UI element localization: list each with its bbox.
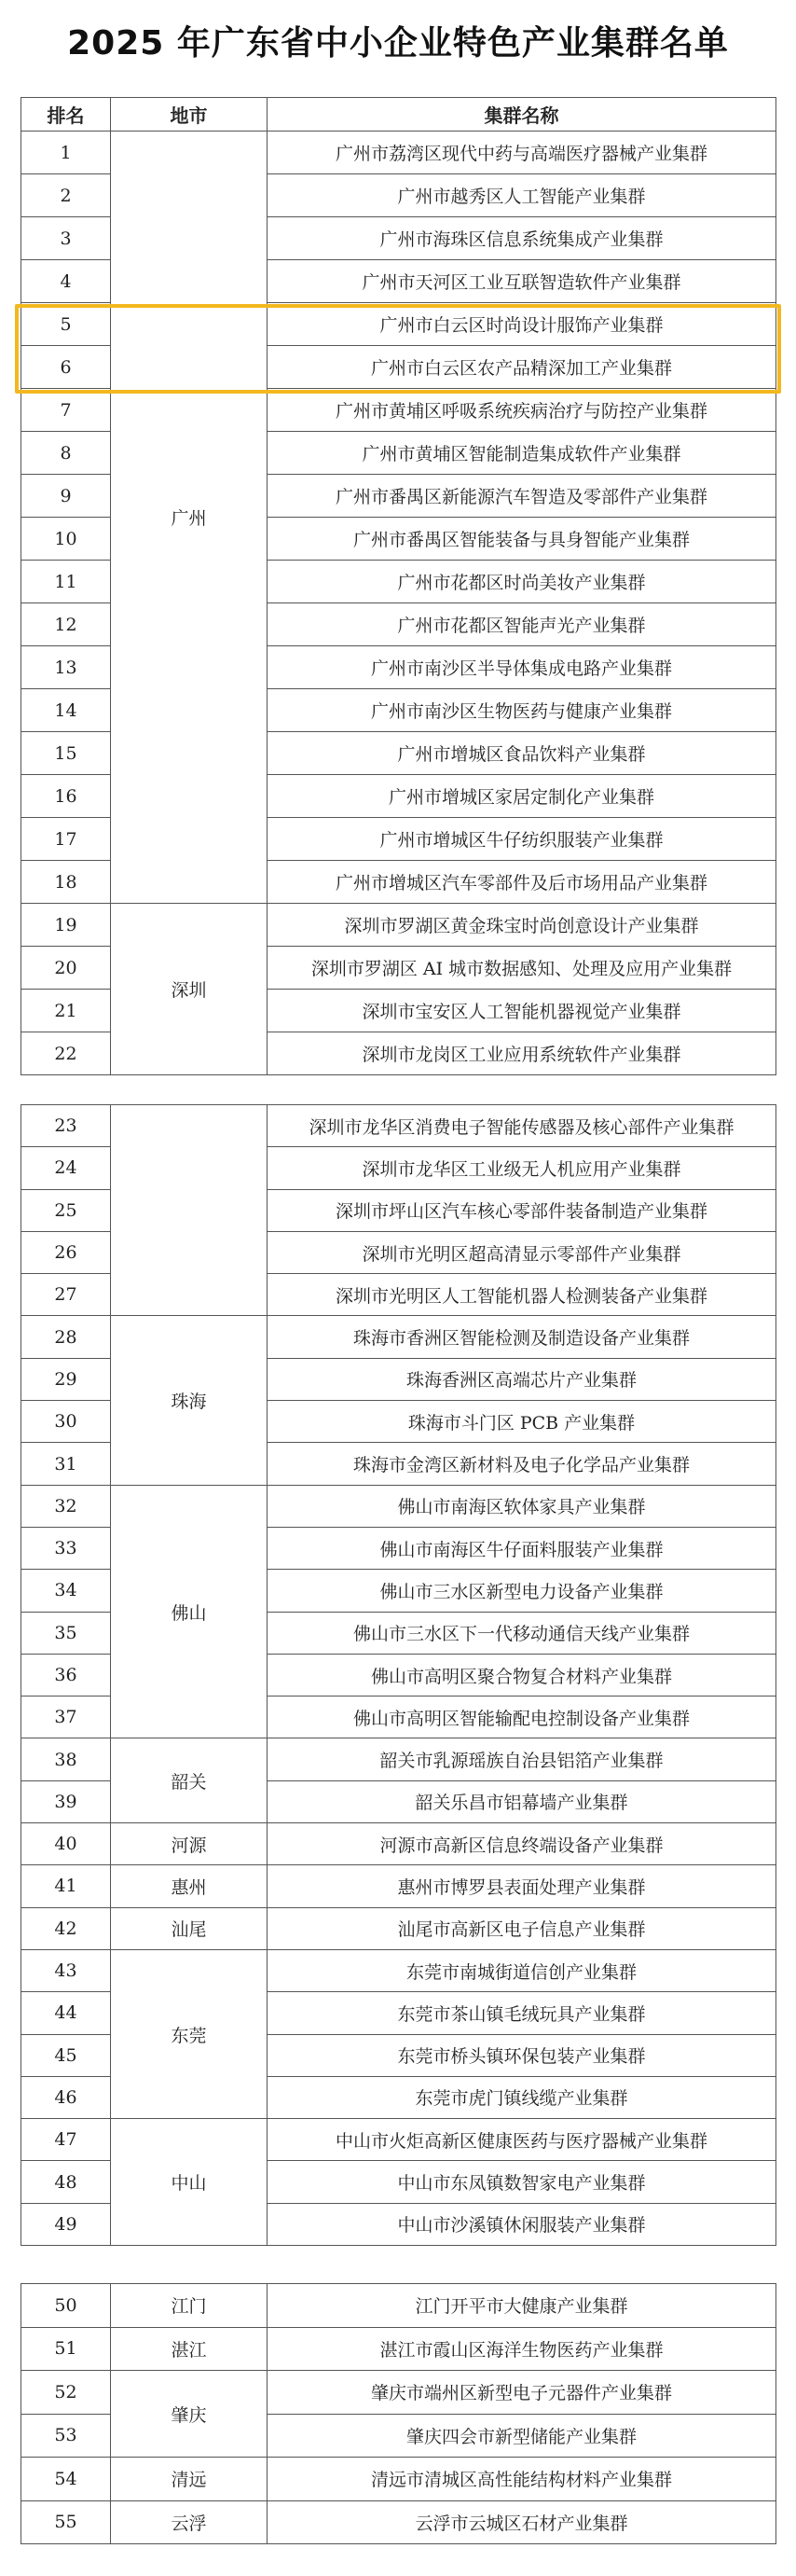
rank-cell: 12: [21, 603, 111, 646]
cluster-name-cell: 深圳市罗湖区黄金珠宝时尚创意设计产业集群: [268, 904, 776, 947]
rank-cell: 36: [21, 1654, 111, 1696]
city-cell: 佛山: [111, 1485, 268, 1738]
rank-cell: 17: [21, 818, 111, 861]
rank-cell: 6: [21, 346, 111, 389]
cluster-name-cell: 韶关市乳源瑶族自治县铝箔产业集群: [268, 1738, 776, 1780]
cluster-name-cell: 广州市白云区农产品精深加工产业集群: [268, 346, 776, 389]
rank-cell: 29: [21, 1358, 111, 1400]
rank-cell: 14: [21, 689, 111, 732]
cluster-name-cell: 佛山市三水区下一代移动通信天线产业集群: [268, 1612, 776, 1654]
cluster-name-cell: 惠州市博罗县表面处理产业集群: [268, 1865, 776, 1907]
cluster-name-cell: 深圳市龙华区工业级无人机应用产业集群: [268, 1147, 776, 1189]
rank-cell: 31: [21, 1443, 111, 1485]
cluster-name-cell: 广州市南沙区生物医药与健康产业集群: [268, 689, 776, 732]
city-cell: 东莞: [111, 1949, 268, 2118]
rank-cell: 20: [21, 947, 111, 990]
cluster-name-cell: 广州市白云区时尚设计服饰产业集群: [268, 303, 776, 346]
rank-cell: 19: [21, 904, 111, 947]
table-row: [21, 1485, 776, 1527]
highlight-box: [15, 304, 781, 394]
rank-cell: 33: [21, 1527, 111, 1569]
rank-cell: 8: [21, 432, 111, 475]
rank-cell: 47: [21, 2119, 111, 2161]
city-cell: 江门: [111, 2284, 268, 2328]
table-row: [21, 1823, 776, 1865]
rank-cell: 5: [21, 303, 111, 346]
cluster-name-cell: 广州市花都区时尚美妆产业集群: [268, 561, 776, 603]
cluster-name-cell: 云浮市云城区石材产业集群: [268, 2500, 776, 2544]
cluster-name-cell: 中山市火炬高新区健康医药与医疗器械产业集群: [268, 2119, 776, 2161]
rank-cell: 1: [21, 132, 111, 174]
rank-cell: 51: [21, 2327, 111, 2371]
rank-cell: 3: [21, 217, 111, 260]
rank-cell: 44: [21, 1992, 111, 2034]
rank-cell: 26: [21, 1231, 111, 1273]
cluster-name-cell: 广州市增城区食品饮料产业集群: [268, 732, 776, 775]
cluster-name-cell: 佛山市高明区聚合物复合材料产业集群: [268, 1654, 776, 1696]
city-cell: 广州: [111, 132, 268, 904]
rank-cell: 53: [21, 2414, 111, 2458]
rank-cell: 34: [21, 1570, 111, 1612]
rank-cell: 4: [21, 260, 111, 303]
page-title: 2025 年广东省中小企业特色产业集群名单: [67, 24, 729, 62]
table-header-row: [21, 98, 776, 132]
table-row: [21, 1949, 776, 1991]
city-cell: 惠州: [111, 1865, 268, 1907]
rank-cell: 24: [21, 1147, 111, 1189]
cluster-name-cell: 广州市荔湾区现代中药与高端医疗器械产业集群: [268, 132, 776, 174]
rank-cell: 23: [21, 1105, 111, 1147]
rank-cell: 35: [21, 1612, 111, 1654]
cluster-name-cell: 珠海市香洲区智能检测及制造设备产业集群: [268, 1316, 776, 1358]
table-row: [21, 2500, 776, 2544]
rank-cell: 27: [21, 1274, 111, 1316]
city-cell: 中山: [111, 2119, 268, 2246]
table-row: [21, 904, 776, 947]
rank-cell: 7: [21, 389, 111, 432]
cluster-table-part-2: [21, 1104, 776, 2246]
cluster-name-cell: 深圳市坪山区汽车核心零部件装备制造产业集群: [268, 1189, 776, 1231]
rank-cell: 48: [21, 2161, 111, 2203]
cluster-name-cell: 清远市清城区高性能结构材料产业集群: [268, 2458, 776, 2501]
cluster-name-cell: 广州市越秀区人工智能产业集群: [268, 174, 776, 217]
cluster-name-cell: 佛山市高明区智能输配电控制设备产业集群: [268, 1697, 776, 1738]
cluster-table-part-1: [21, 97, 776, 1075]
cluster-name-cell: 珠海香洲区高端芯片产业集群: [268, 1358, 776, 1400]
cluster-name-cell: 肇庆市端州区新型电子元器件产业集群: [268, 2371, 776, 2415]
city-cell: [111, 1105, 268, 1316]
city-cell: 河源: [111, 1823, 268, 1865]
cluster-name-cell: 深圳市光明区人工智能机器人检测装备产业集群: [268, 1274, 776, 1316]
table-row: [21, 2327, 776, 2371]
cluster-name-cell: 深圳市宝安区人工智能机器视觉产业集群: [268, 990, 776, 1032]
cluster-name-cell: 广州市南沙区半导体集成电路产业集群: [268, 646, 776, 689]
city-cell: 肇庆: [111, 2371, 268, 2458]
cluster-name-cell: 韶关乐昌市铝幕墙产业集群: [268, 1780, 776, 1822]
rank-cell: 41: [21, 1865, 111, 1907]
table-row: [21, 1865, 776, 1907]
cluster-table-part-3: [21, 2283, 776, 2544]
cluster-name-cell: 佛山市南海区牛仔面料服装产业集群: [268, 1527, 776, 1569]
cluster-name-cell: 广州市增城区牛仔纺织服装产业集群: [268, 818, 776, 861]
rank-cell: 28: [21, 1316, 111, 1358]
table-row: [21, 1738, 776, 1780]
rank-cell: 46: [21, 2076, 111, 2118]
city-cell: 珠海: [111, 1316, 268, 1485]
rank-cell: 30: [21, 1401, 111, 1443]
rank-cell: 40: [21, 1823, 111, 1865]
cluster-name-cell: 深圳市光明区超高清显示零部件产业集群: [268, 1231, 776, 1273]
cluster-name-cell: 江门开平市大健康产业集群: [268, 2284, 776, 2328]
table-row: [21, 1316, 776, 1358]
cluster-name-cell: 广州市黄埔区智能制造集成软件产业集群: [268, 432, 776, 475]
rank-cell: 32: [21, 1485, 111, 1527]
rank-cell: 39: [21, 1780, 111, 1822]
cluster-name-cell: 佛山市三水区新型电力设备产业集群: [268, 1570, 776, 1612]
cluster-name-cell: 广州市番禺区智能装备与具身智能产业集群: [268, 518, 776, 561]
rank-cell: 9: [21, 475, 111, 518]
rank-cell: 13: [21, 646, 111, 689]
rank-cell: 25: [21, 1189, 111, 1231]
cluster-name-cell: 肇庆四会市新型储能产业集群: [268, 2414, 776, 2458]
cluster-name-cell: 广州市增城区家居定制化产业集群: [268, 775, 776, 818]
rank-cell: 11: [21, 561, 111, 603]
rank-cell: 2: [21, 174, 111, 217]
city-cell: 深圳: [111, 904, 268, 1075]
cluster-name-cell: 广州市增城区汽车零部件及后市场用品产业集群: [268, 861, 776, 904]
rank-cell: 55: [21, 2500, 111, 2544]
rank-cell: 45: [21, 2034, 111, 2076]
header-city: 地市: [111, 98, 268, 132]
cluster-name-cell: 广州市海珠区信息系统集成产业集群: [268, 217, 776, 260]
table-row: [21, 2284, 776, 2328]
rank-cell: 22: [21, 1032, 111, 1075]
city-cell: 韶关: [111, 1738, 268, 1823]
rank-cell: 52: [21, 2371, 111, 2415]
cluster-name-cell: 深圳市龙华区消费电子智能传感器及核心部件产业集群: [268, 1105, 776, 1147]
rank-cell: 15: [21, 732, 111, 775]
header-rank: 排名: [21, 98, 111, 132]
rank-cell: 16: [21, 775, 111, 818]
cluster-name-cell: 东莞市虎门镇线缆产业集群: [268, 2076, 776, 2118]
cluster-name-cell: 汕尾市高新区电子信息产业集群: [268, 1907, 776, 1949]
rank-cell: 43: [21, 1949, 111, 1991]
table-row: [21, 2119, 776, 2161]
cluster-name-cell: 珠海市金湾区新材料及电子化学品产业集群: [268, 1443, 776, 1485]
cluster-name-cell: 深圳市龙岗区工业应用系统软件产业集群: [268, 1032, 776, 1075]
cluster-name-cell: 广州市花都区智能声光产业集群: [268, 603, 776, 646]
cluster-name-cell: 东莞市桥头镇环保包装产业集群: [268, 2034, 776, 2076]
cluster-name-cell: 广州市黄埔区呼吸系统疾病治疗与防控产业集群: [268, 389, 776, 432]
rank-cell: 38: [21, 1738, 111, 1780]
cluster-name-cell: 广州市天河区工业互联智造软件产业集群: [268, 260, 776, 303]
cluster-name-cell: 东莞市茶山镇毛绒玩具产业集群: [268, 1992, 776, 2034]
rank-cell: 10: [21, 518, 111, 561]
table-row: [21, 1105, 776, 1147]
city-cell: 汕尾: [111, 1907, 268, 1949]
cluster-name-cell: 湛江市霞山区海洋生物医药产业集群: [268, 2327, 776, 2371]
table-row: [21, 1907, 776, 1949]
cluster-name-cell: 广州市番禺区新能源汽车智造及零部件产业集群: [268, 475, 776, 518]
rank-cell: 37: [21, 1697, 111, 1738]
table-row: [21, 132, 776, 174]
rank-cell: 42: [21, 1907, 111, 1949]
city-cell: 清远: [111, 2458, 268, 2501]
city-cell: 湛江: [111, 2327, 268, 2371]
city-cell: 云浮: [111, 2500, 268, 2544]
rank-cell: 50: [21, 2284, 111, 2328]
table-row: [21, 2371, 776, 2415]
cluster-name-cell: 中山市东凤镇数智家电产业集群: [268, 2161, 776, 2203]
cluster-name-cell: 珠海市斗门区 PCB 产业集群: [268, 1401, 776, 1443]
rank-cell: 21: [21, 990, 111, 1032]
cluster-name-cell: 佛山市南海区软体家具产业集群: [268, 1485, 776, 1527]
cluster-name-cell: 中山市沙溪镇休闲服装产业集群: [268, 2203, 776, 2245]
cluster-name-cell: 深圳市罗湖区 AI 城市数据感知、处理及应用产业集群: [268, 947, 776, 990]
rank-cell: 18: [21, 861, 111, 904]
cluster-name-cell: 东莞市南城街道信创产业集群: [268, 1949, 776, 1991]
table-row: [21, 2458, 776, 2501]
header-cluster-name: 集群名称: [268, 98, 776, 132]
cluster-name-cell: 河源市高新区信息终端设备产业集群: [268, 1823, 776, 1865]
rank-cell: 49: [21, 2203, 111, 2245]
rank-cell: 54: [21, 2458, 111, 2501]
